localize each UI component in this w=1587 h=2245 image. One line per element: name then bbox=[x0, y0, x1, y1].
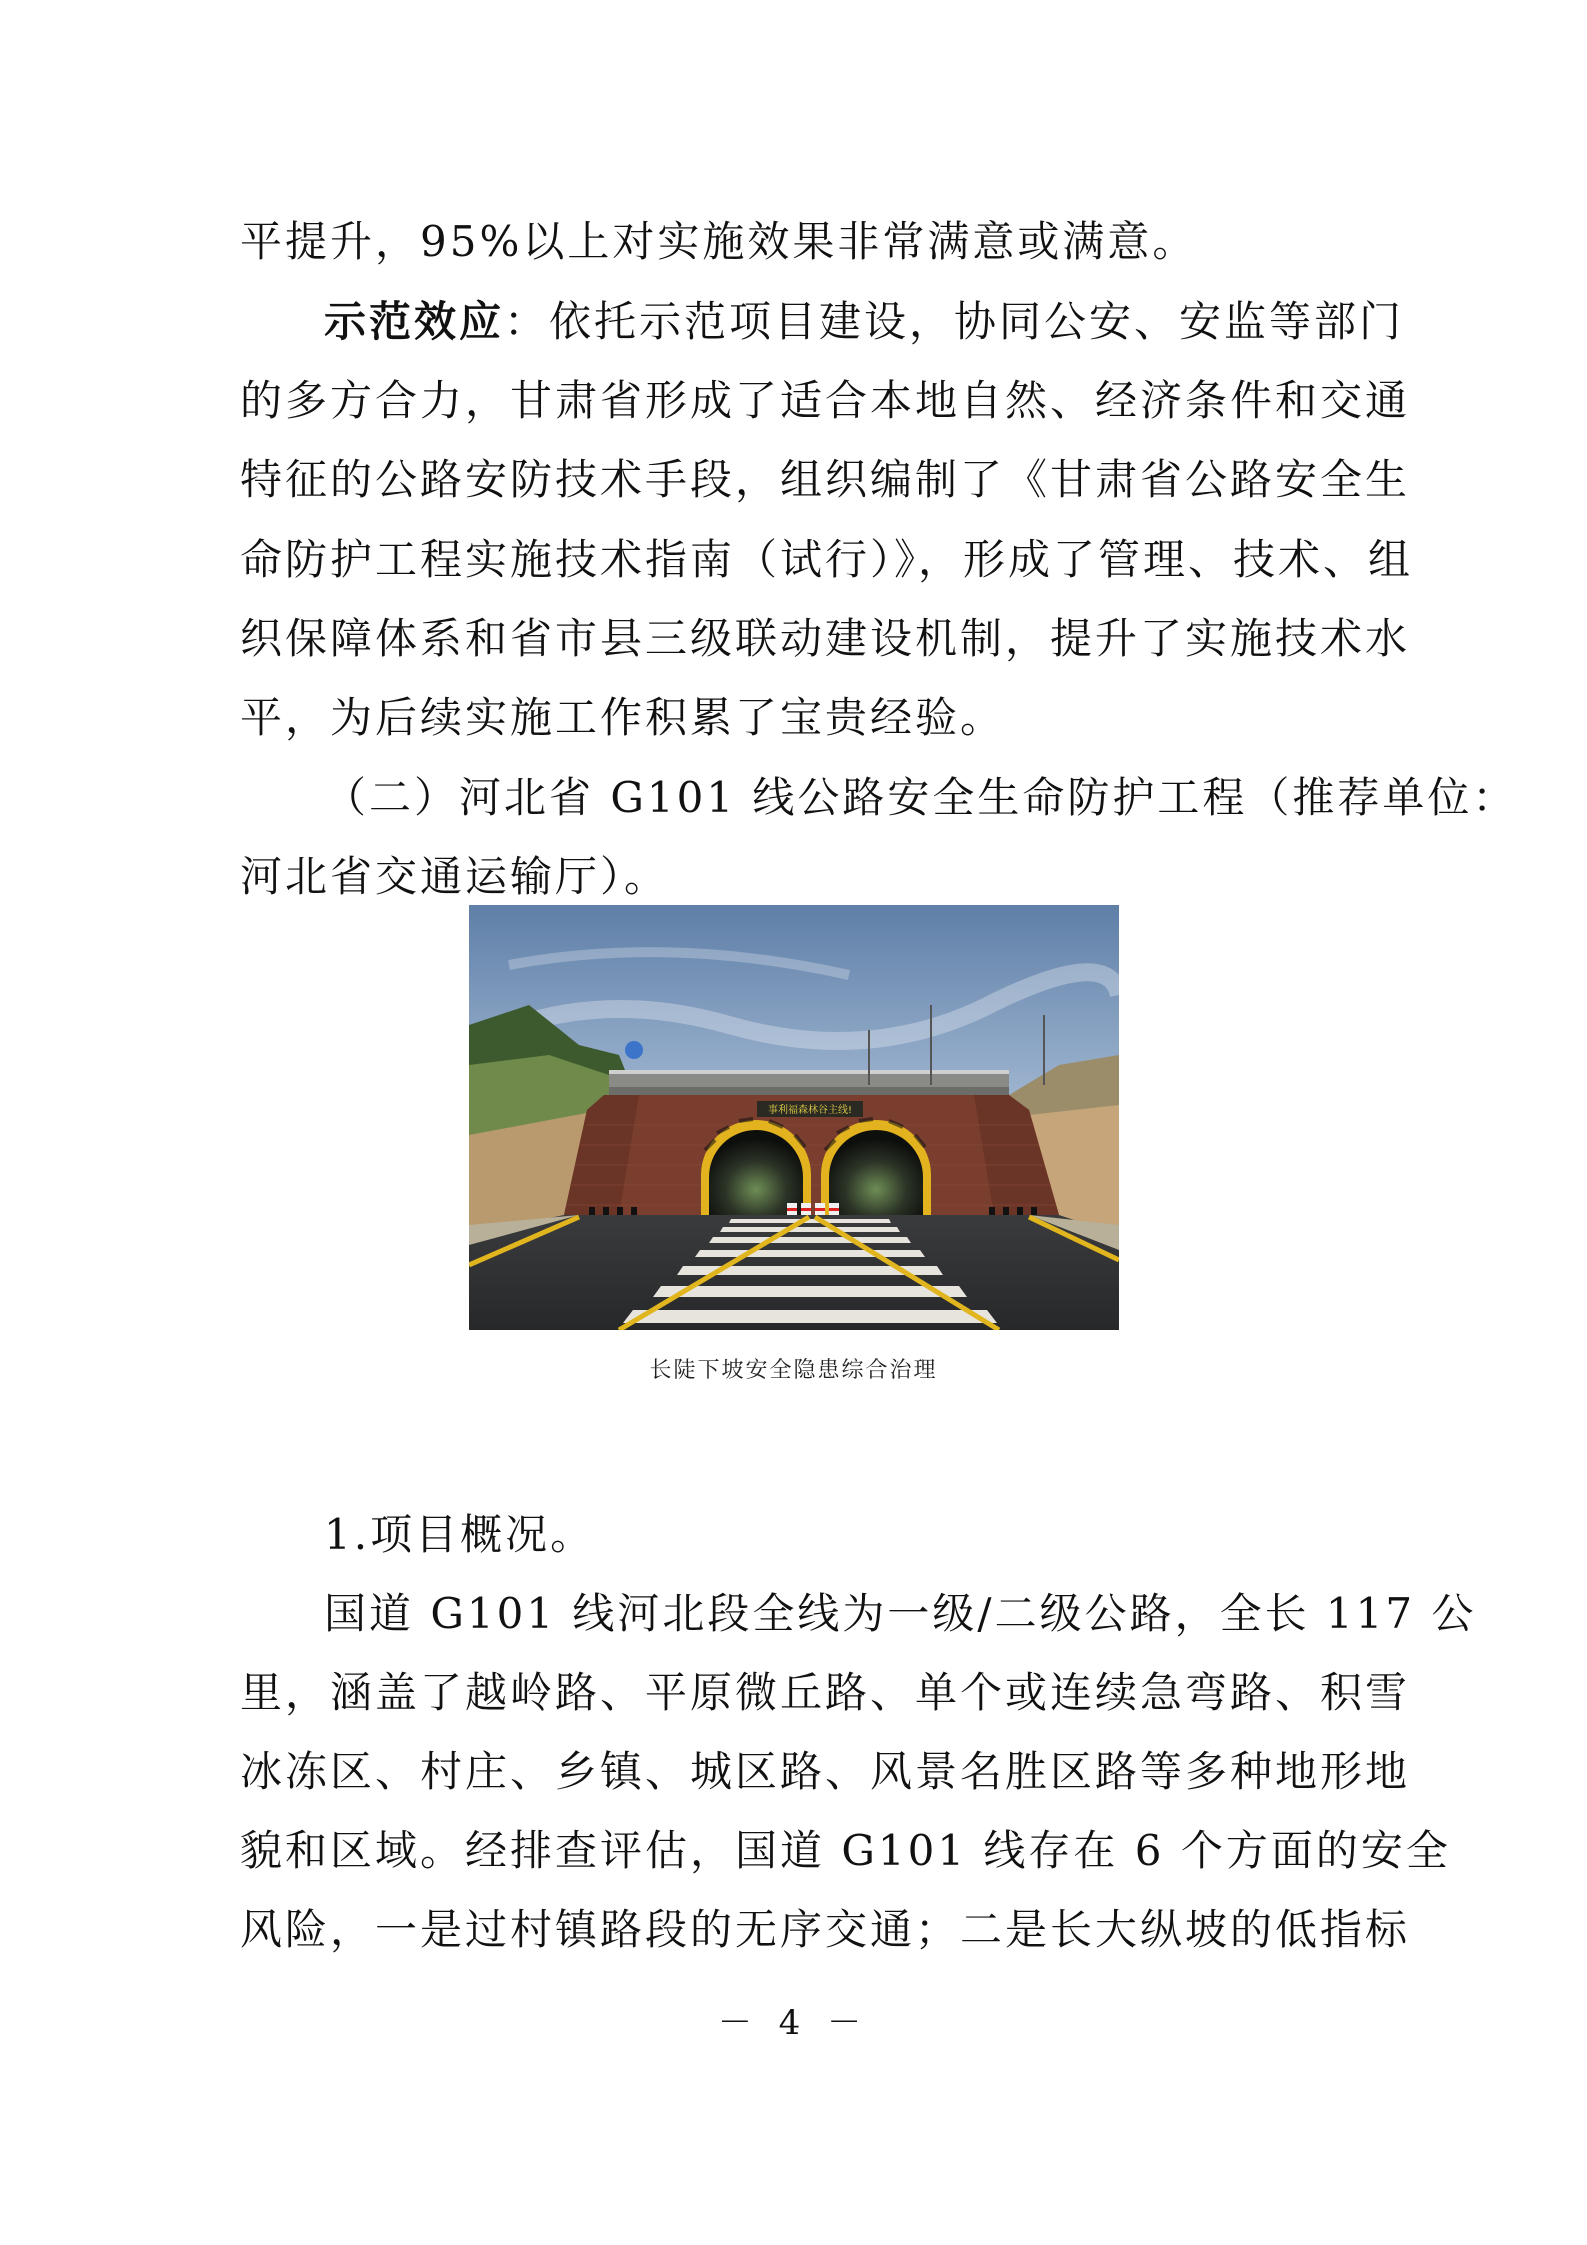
paragraph-line: 织保障体系和省市县三级联动建设机制，提升了实施技术水 bbox=[240, 614, 1411, 663]
tunnel-sign-text: 事利福森林谷主线! bbox=[767, 1105, 853, 1116]
paragraph-line: 里，涵盖了越岭路、平原微丘路、单个或连续急弯路、积雪 bbox=[240, 1668, 1411, 1717]
page-number: － 4 － bbox=[717, 2003, 870, 2043]
paragraph-label: 示范效应 bbox=[324, 297, 505, 346]
tunnel-photo bbox=[469, 905, 1119, 1330]
figure-caption: 长陡下坡安全隐患综合治理 bbox=[649, 1358, 938, 1383]
paragraph-line: 命防护工程实施技术指南（试行）》，形成了管理、技术、组 bbox=[240, 535, 1414, 584]
paragraph-line bbox=[324, 292, 1405, 352]
paragraph-line: 平，为后续实施工作积累了宝贵经验。 bbox=[240, 693, 1006, 742]
section-heading-line: 河北省交通运输厅）。 bbox=[240, 852, 670, 901]
subheading-line: 1.项目概况。 bbox=[324, 1510, 596, 1559]
paragraph-line: 冰冻区、村庄、乡镇、城区路、风景名胜区路等多种地形地 bbox=[240, 1747, 1411, 1796]
paragraph-line: 国道 G101 线河北段全线为一级/二级公路，全长 117 公 bbox=[324, 1589, 1477, 1638]
paragraph-line: 的多方合力，甘肃省形成了适合本地自然、经济条件和交通 bbox=[240, 376, 1411, 425]
paragraph-line: 貌和区域。经排查评估，国道 G101 线存在 6 个方面的安全 bbox=[240, 1826, 1451, 1875]
paragraph-line: 风险，一是过村镇路段的无序交通；二是长大纵坡的低指标 bbox=[240, 1905, 1411, 1954]
paragraph-text: ：依托示范项目建设，协同公安、安监等部门 bbox=[504, 297, 1405, 346]
paragraph-line: 特征的公路安防技术手段，组织编制了《甘肃省公路安全生 bbox=[240, 455, 1411, 504]
section-heading-line: （二）河北省 G101 线公路安全生命防护工程（推荐单位： bbox=[324, 773, 1518, 822]
paragraph-line: 平提升，95%以上对实施效果非常满意或满意。 bbox=[240, 217, 1198, 266]
